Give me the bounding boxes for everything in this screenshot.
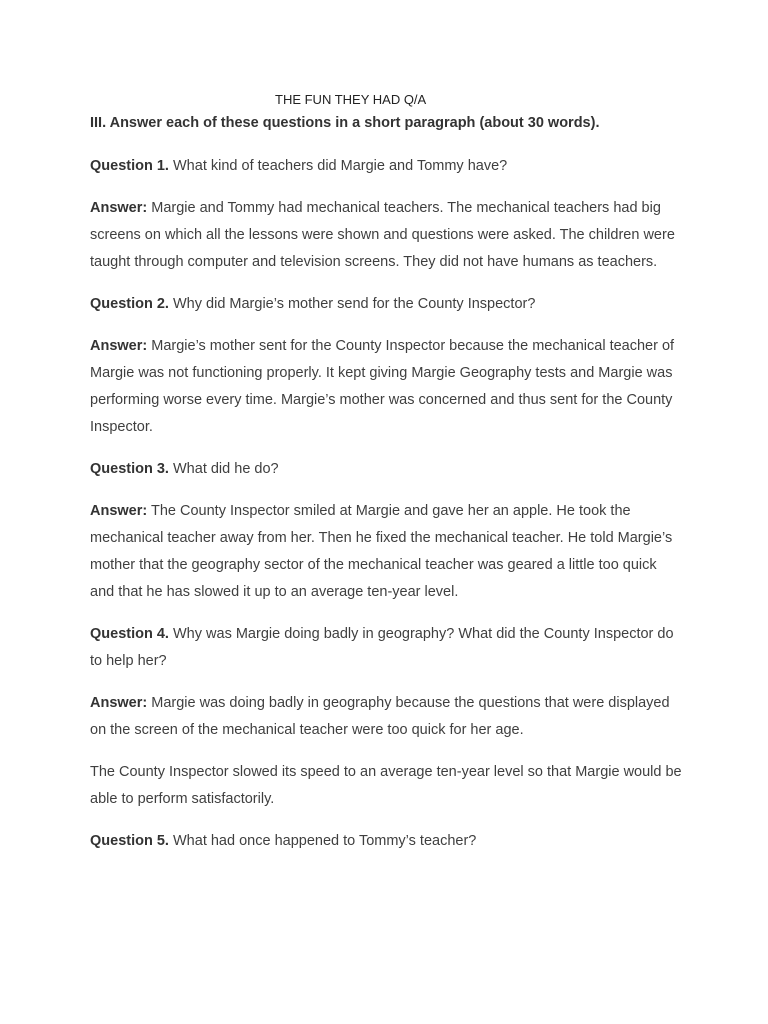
document-title: THE FUN THEY HAD Q/A: [275, 92, 427, 107]
question-4: [90, 621, 682, 675]
answer-3: [90, 498, 682, 606]
question-1-label: Question 1.: [90, 158, 169, 174]
instruction-heading: III. Answer each of these questions in a short paragraph (about 30 words).: [90, 115, 600, 131]
question-2-label: Question 2.: [90, 296, 169, 312]
answer-2-text: Margie’s mother sent for the County Inspector because the mechanical teacher of Margie was not functioning properly. It kept giving Margie Geography tests and Margie was performing worse every time. Margie’s mother was concerned and thus sent for the County Inspector.: [90, 338, 675, 435]
answer-3-text: The County Inspector smiled at Margie and gave her an apple. He took the mechanical teacher away from her. Then he fixed the mechanical teacher. He told Margie’s mother that the geography sector of the mechanical teacher was geared a little too quick and that he has slowed it up to an average ten-year level.: [90, 503, 673, 600]
question-1: [90, 153, 682, 180]
document-page: [90, 92, 682, 870]
answer-1-label: Answer:: [90, 200, 148, 216]
answer-2: [90, 333, 682, 441]
answer-3-label: Answer:: [90, 503, 148, 519]
question-3-text: What did he do?: [173, 461, 279, 477]
question-4-label: Question 4.: [90, 626, 169, 642]
answer-4-text: Margie was doing badly in geography because the questions that were displayed on the screen of the mechanical teacher were too quick for her age.: [90, 695, 670, 738]
question-2-text: Why did Margie’s mother send for the County Inspector?: [173, 296, 536, 312]
answer-4-label: Answer:: [90, 695, 148, 711]
question-5-label: Question 5.: [90, 833, 169, 849]
question-4-text: Why was Margie doing badly in geography? What did the County Inspector do to help her?: [90, 626, 674, 669]
question-3-label: Question 3.: [90, 461, 169, 477]
question-2: [90, 291, 682, 318]
answer-4-continued: The County Inspector slowed its speed to an average ten-year level so that Margie would be able to perform satisfactorily.: [90, 764, 682, 807]
answer-1-text: Margie and Tommy had mechanical teachers. The mechanical teachers had big screens on which all the lessons were shown and questions were asked. The children were taught through computer and television screens. They did not have humans as teachers.: [90, 200, 675, 270]
question-3: [90, 456, 682, 483]
question-5-text: What had once happened to Tommy’s teacher?: [173, 833, 477, 849]
answer-4: [90, 690, 682, 744]
answer-1: [90, 195, 682, 276]
question-5: [90, 828, 682, 855]
answer-2-label: Answer:: [90, 338, 148, 354]
question-1-text: What kind of teachers did Margie and Tommy have?: [173, 158, 508, 174]
